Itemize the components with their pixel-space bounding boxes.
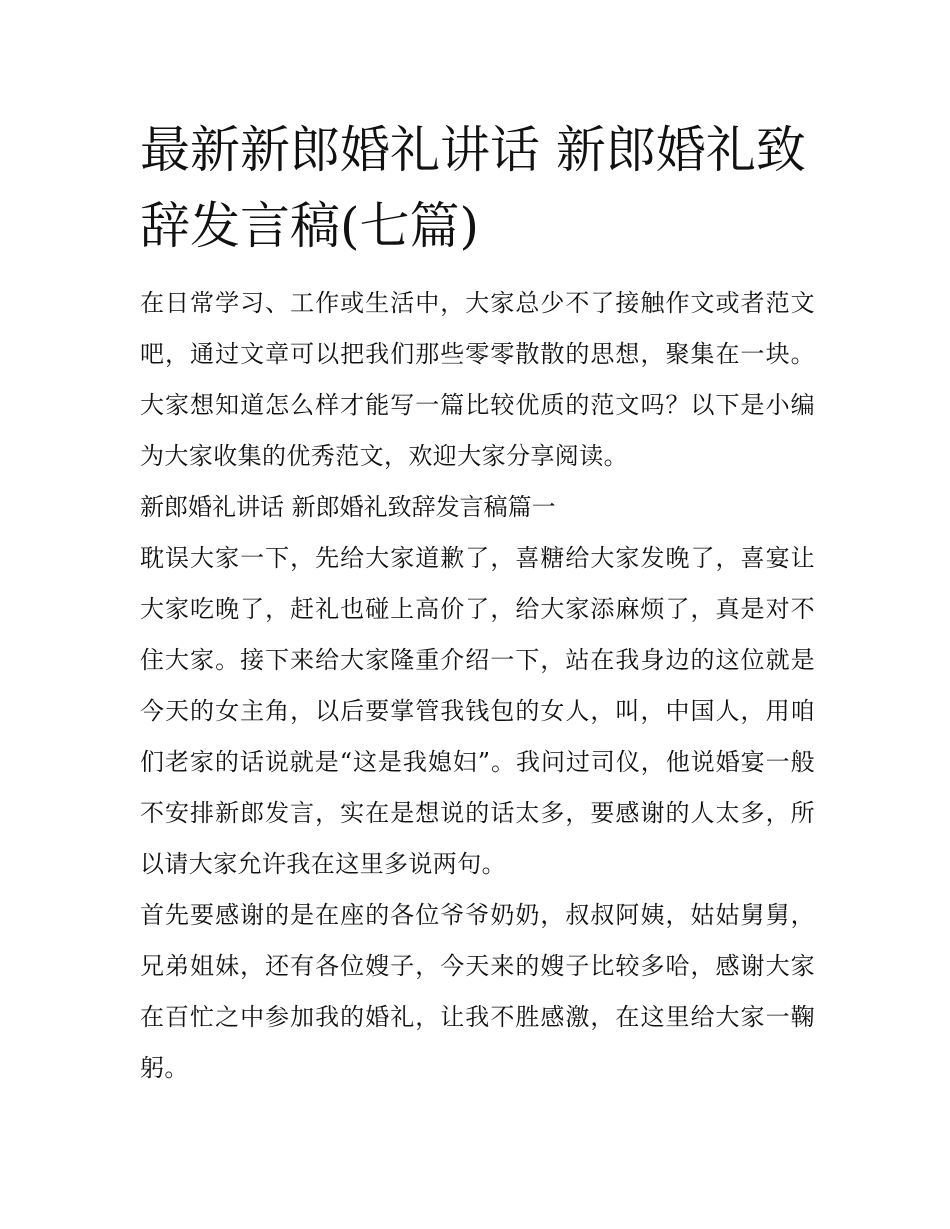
body-paragraph-1: 耽误大家一下，先给大家道歉了，喜糖给大家发晚了，喜宴让大家吃晚了，赶礼也碰上高价了，给大家添麻烦了，真是对不住大家。接下来给大家隆重介绍一下，站在我身边的这位就是今天的女主角，以后要掌管我钱包的女人，叫，中国人，用咱们老家的话说就是“这是我媳妇”。我问过司仪，他说婚宴一般不安排新郎发言，实在是想说的话太多，要感谢的人太多，所以请大家允许我在这里多说两句。 bbox=[140, 544, 815, 878]
document-page bbox=[140, 112, 815, 1094]
body-paragraph-2: 首先要感谢的是在座的各位爷爷奶奶，叔叔阿姨，姑姑舅舅，兄弟姐妹，还有各位嫂子，今天来的嫂子比较多哈，感谢大家在百忙之中参加我的婚礼，让我不胜感激，在这里给大家一鞠躬。 bbox=[140, 901, 815, 1082]
section-heading: 新郎婚礼讲话 新郎婚礼致辞发言稿篇一 bbox=[140, 493, 556, 521]
intro-paragraph: 在日常学习、工作或生活中，大家总少不了接触作文或者范文吧，通过文章可以把我们那些零零散散的思想，聚集在一块。大家想知道怎么样才能写一篇比较优质的范文吗？以下是小编为大家收集的优秀范文，欢迎大家分享阅读。 bbox=[140, 289, 815, 470]
document-title: 最新新郎婚礼讲话 新郎婚礼致辞发言稿(七篇) bbox=[140, 121, 806, 255]
